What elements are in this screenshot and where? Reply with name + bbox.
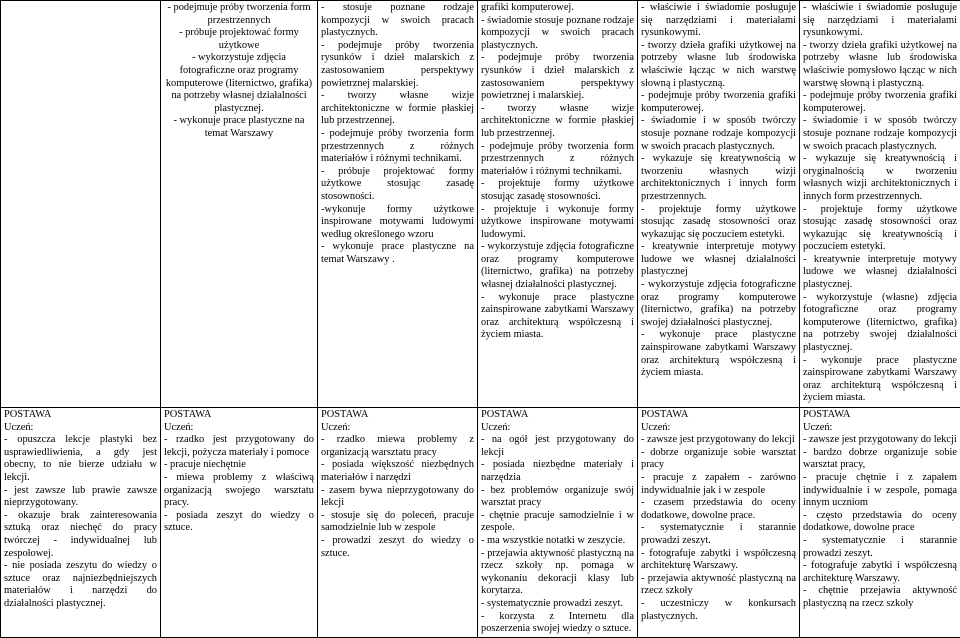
criterion-item: - opuszcza lekcje plastyki bez usprawiedliwienia, a gdy jest obecny, to nie bierze udziału w lekcji.	[4, 434, 157, 484]
bottom-cell-4	[478, 408, 638, 638]
criterion-item: - zasem bywa nieprzygotowany do lekcji	[321, 485, 474, 510]
attitude-row	[1, 408, 960, 638]
criterion-item: - próbuje projektować formy użytkowe	[164, 27, 314, 52]
criterion-item: - wykonuje prace plastyczne zainspirowane zabytkami Warszawy oraz architekturą współczesną i życiem miasta.	[641, 329, 796, 379]
criterion-item: - projektuje formy użytkowe stosując zasadę stosowności oraz wykazując się kreatywnością i poczuciem estetyki.	[803, 204, 957, 254]
criterion-item: - projektuje formy użytkowe stosując zasadę stosowności oraz wykazując się poczuciem estetyki.	[641, 204, 796, 242]
top-cell-5	[638, 1, 800, 408]
criterion-item: - fotografuje zabytki i współczesną architekturę Warszawy.	[641, 548, 796, 573]
cell-subheading: Uczeń:	[321, 422, 474, 435]
criterion-item: - pracuje chętnie i z zapałem indywidualnie i w zespole, pomaga innym uczniom	[803, 472, 957, 510]
criterion-item: - zawsze jest przygotowany do lekcji	[803, 434, 957, 447]
criterion-item: - wykorzystuje zdjęcia fotograficzne oraz programy komputerowe (liternictwo, grafika) na potrzeby własnej działalności plastycznej.	[164, 52, 314, 115]
cell-subheading: Uczeń:	[481, 422, 634, 435]
bottom-cell-2	[161, 408, 318, 638]
criterion-item: - dobrze organizuje sobie warsztat pracy	[641, 447, 796, 472]
criterion-item: - wykonuje prace plastyczne zainspirowane zabytkami Warszawy oraz architekturą współczesną i życiem miasta.	[803, 355, 957, 405]
criterion-item: - rzadko jest przygotowany do lekcji, pożycza materiały i pomoce	[164, 434, 314, 459]
cell-heading: POSTAWA	[641, 409, 796, 422]
criterion-item: - świadomie i w sposób twórczy stosuje poznane rodzaje kompozycji w swoich pracach plastycznych.	[641, 115, 796, 153]
bottom-cell-3	[318, 408, 478, 638]
criterion-item: - wykonuje prace plastyczne zainspirowane zabytkami Warszawy oraz architekturą współczesną i życiem miasta.	[481, 292, 634, 342]
criterion-item: - prowadzi zeszyt do wiedzy o sztuce.	[321, 535, 474, 560]
cell-subheading: Uczeń:	[803, 422, 957, 435]
criterion-item: - podejmuje próby tworzenia rysunków i dzieł malarskich z zastosowaniem perspektywy powietrznej malarskiej.	[321, 40, 474, 90]
criterion-item: - kreatywnie interpretuje motywy ludowe we własnej działalności plastycznej	[641, 241, 796, 279]
cell-subheading: Uczeń:	[4, 422, 157, 435]
criterion-item: - chętnie przejawia aktywność plastyczną na rzecz szkoły	[803, 585, 957, 610]
criterion-item: - nie posiada zeszytu do wiedzy o sztuce oraz najniezbędniejszych materiałów i narzędzi do działalności plastycznej.	[4, 560, 157, 610]
cell-subheading: Uczeń:	[641, 422, 796, 435]
top-cell-2	[161, 1, 318, 408]
cell-heading: POSTAWA	[4, 409, 157, 422]
criterion-item: - pracuje niechętnie	[164, 459, 314, 472]
criterion-item: - tworzy dzieła grafiki użytkowej na potrzeby własne lub środowiska właściwie pomysłowo łącząc w nich warstwę słowną i plastyczną.	[803, 40, 957, 90]
skills-row	[1, 1, 960, 408]
bottom-cell-6	[800, 408, 960, 638]
criterion-item: - podejmuje próby tworzenia rysunków i dzieł malarskich z zastosowaniem perspektywy powietrznej i malarskiej.	[481, 52, 634, 102]
criterion-item: - właściwie i świadomie posługuje się narzędziami i materiałami rysunkowymi.	[803, 2, 957, 40]
criterion-item: - podejmuje próby tworzenia form przestrzennych z różnych materiałów i różnymi technikami.	[321, 128, 474, 166]
criterion-item: - właściwie i świadomie posługuje się narzędziami i materiałami rysunkowymi.	[641, 2, 796, 40]
criterion-item: - tworzy własne wizje architektoniczne w formie płaskiej lub przestrzennej.	[321, 90, 474, 128]
criterion-item: - wykonuje prace plastyczne na temat Warszawy	[164, 115, 314, 140]
criterion-item: - systematycznie i starannie prowadzi zeszyt.	[641, 522, 796, 547]
cell-heading: POSTAWA	[803, 409, 957, 422]
criterion-item: - podejmuje próby tworzenia grafiki komputerowej.	[803, 90, 957, 115]
criterion-item: - próbuje projektować formy użytkowe stosując zasadę stosowności.	[321, 166, 474, 204]
criterion-item: - fotografuje zabytki i współczesną architekturę Warszawy.	[803, 560, 957, 585]
cell-heading: POSTAWA	[481, 409, 634, 422]
criterion-item: - często przedstawia do oceny dodatkowe, dowolne prace	[803, 510, 957, 535]
criterion-item: - posiada niezbędne materiały i narzędzia	[481, 459, 634, 484]
criterion-item: - tworzy dzieła grafiki użytkowej na potrzeby własne lub środowiska właściwie łącząc w nich warstwę słowną i plastyczną.	[641, 40, 796, 90]
criterion-item: - świadomie stosuje poznane rodzaje kompozycji w swoich pracach plastycznych.	[481, 15, 634, 53]
criterion-item: - posiada większość niezbędnych materiałów i narzędzi	[321, 459, 474, 484]
criterion-item: - systematycznie i starannie prowadzi zeszyt.	[803, 535, 957, 560]
criterion-item: - wykonuje prace plastyczne na temat Warszawy .	[321, 241, 474, 266]
criterion-item: - wykorzystuje (własne) zdjęcia fotograficzne oraz programy komputerowe (liternictwo, grafika) na potrzeby swojej działalności plastycznej.	[803, 292, 957, 355]
cell-heading: POSTAWA	[321, 409, 474, 422]
criterion-item: - uczestniczy w konkursach plastycznych.	[641, 598, 796, 623]
criterion-item: - stosuje poznane rodzaje kompozycji w swoich pracach plastycznych.	[321, 2, 474, 40]
criterion-item: - pracuje z zapałem - zarówno indywidualnie jak i w zespole	[641, 472, 796, 497]
top-cell-4	[478, 1, 638, 408]
bottom-cell-1	[1, 408, 161, 638]
criterion-item: - czasem przedstawia do oceny dodatkowe, dowolne prace.	[641, 497, 796, 522]
criterion-item: - kreatywnie interpretuje motywy ludowe we własnej działalności plastycznej.	[803, 254, 957, 292]
criterion-item: - ma wszystkie notatki w zeszycie.	[481, 535, 634, 548]
cell-heading: POSTAWA	[164, 409, 314, 422]
criterion-item: - wykazuje się kreatywnością i oryginalnością w tworzeniu własnych wizji architektonicznych i innych form przestrzennych.	[803, 153, 957, 203]
criterion-item: - posiada zeszyt do wiedzy o sztuce.	[164, 510, 314, 535]
criterion-item: - wykorzystuje zdjęcia fotograficzne oraz programy komputerowe (liternictwo, grafika) na potrzeby swojej działalności plastycznej.	[641, 279, 796, 329]
criterion-item: - podejmuje próby tworzenia grafiki komputerowej.	[641, 90, 796, 115]
criterion-item: - tworzy własne wizje architektoniczne w formie płaskiej lub przestrzennej.	[481, 103, 634, 141]
criterion-item: grafiki komputerowej.	[481, 2, 634, 15]
cell-subheading: Uczeń:	[164, 422, 314, 435]
criterion-item: - rzadko miewa problemy z organizacją warsztatu pracy	[321, 434, 474, 459]
top-cell-1	[1, 1, 161, 408]
criterion-item: - jest zawsze lub prawie zawsze nieprzygotowany.	[4, 485, 157, 510]
criterion-item: - chętnie pracuje samodzielnie i w zespole.	[481, 510, 634, 535]
criterion-item: - stosuje się do poleceń, pracuje samodzielnie lub w zespole	[321, 510, 474, 535]
criterion-item: - przejawia aktywność plastyczną na rzecz szkoły np. pomaga w wykonaniu dekoracji klasy lub korytarza.	[481, 548, 634, 598]
criterion-item: -wykonuje formy użytkowe inspirowane motywami ludowymi według określonego wzoru	[321, 204, 474, 242]
criterion-item: - wykorzystuje zdjęcia fotograficzne oraz programy komputerowe (liternictwo, grafika) na potrzeby własnej działalności plastycznej.	[481, 241, 634, 291]
criterion-item: - korzysta z Internetu dla poszerzenia swojej wiedzy o sztuce.	[481, 611, 634, 636]
criterion-item: - świadomie i w sposób twórczy stosuje poznane rodzaje kompozycji w swoich pracach plastycznych.	[803, 115, 957, 153]
criterion-item: - wykazuje się kreatywnością w tworzeniu własnych wizji architektonicznych i innych form przestrzennych.	[641, 153, 796, 203]
criterion-item: - projektuje formy użytkowe stosując zasadę stosowności.	[481, 178, 634, 203]
criterion-item: - miewa problemy z właściwą organizacją swojego warsztatu pracy.	[164, 472, 314, 510]
criterion-item: - bez problemów organizuje swój warsztat pracy	[481, 485, 634, 510]
criterion-item: - zawsze jest przygotowany do lekcji	[641, 434, 796, 447]
criterion-item: - podejmuje próby tworzenia form przestrzennych	[164, 2, 314, 27]
top-cell-3	[318, 1, 478, 408]
criterion-item: - na ogół jest przygotowany do lekcji	[481, 434, 634, 459]
bottom-cell-5	[638, 408, 800, 638]
top-cell-6	[800, 1, 960, 408]
criterion-item: - projektuje i wykonuje formy użytkowe inspirowane motywami ludowymi.	[481, 204, 634, 242]
criterion-item: - bardzo dobrze organizuje sobie warsztat pracy,	[803, 447, 957, 472]
criterion-item: - okazuje brak zainteresowania sztuką oraz niechęć do pracy twórczej - indywidualnej lub zespołowej.	[4, 510, 157, 560]
criterion-item: - przejawia aktywność plastyczną na rzecz szkoły	[641, 573, 796, 598]
criterion-item: - systematycznie prowadzi zeszyt.	[481, 598, 634, 611]
criterion-item: - podejmuje próby tworzenia form przestrzennych z różnych materiałów i różnymi technikami.	[481, 141, 634, 179]
